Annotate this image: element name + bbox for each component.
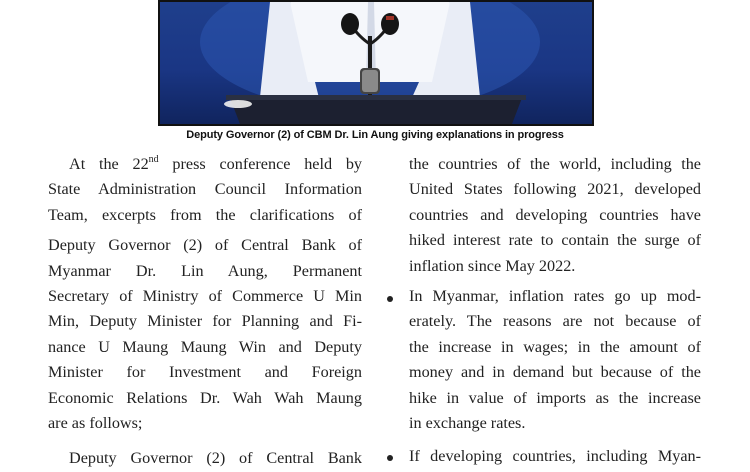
paragraph-line: Myanmar Dr. Lin Aung, Permanent [48,261,362,280]
left-column [48,152,362,472]
paragraph-line: Deputy Governor (2) of Central Bank [69,449,362,468]
bullet-line: in exchange rates. [409,414,526,433]
paragraph-line: Deputy Governor (2) of Central Bank of [48,236,362,255]
bullet-line: money and in demand but because of the [409,363,701,382]
bullet-line: If developing countries, including Myan- [409,447,701,466]
paragraph-line: nance U Maung Maung Win and Deputy [48,337,362,356]
paragraph-line: State Administration Council Information [48,180,362,199]
paragraph-line: hiked interest rate to contain the surge of [409,231,701,250]
speaker-illustration [160,2,592,124]
paragraph-line: Economic Relations Dr. Wah Wah Maung [48,388,362,407]
paragraph-line [48,152,362,177]
right-column [409,152,701,470]
speaker-photo [158,0,594,126]
paragraph-line: Secretary of Ministry of Commerce U Min [48,287,362,306]
paragraph-line: United States following 2021, developed [409,180,701,199]
paragraph-line: are as follows; [48,414,143,433]
bullet-marker [387,296,393,302]
bullet-marker [387,455,393,461]
bullet-line: hike in value of imports as the increase [409,388,701,407]
superscript: nd [148,153,159,165]
paragraph-line: the countries of the world, including the [409,155,701,173]
photo-caption: Deputy Governor (2) of CBM Dr. Lin Aung giving explanations in progress [186,129,564,141]
paragraph-line: Minister for Investment and Foreign [48,363,362,382]
bullet-line: the increase in wages; in the amount of [409,337,701,356]
paragraph-line: countries and developing countries have [409,205,701,224]
text-fragment: press conference held by [158,155,363,173]
paragraph-line: inflation since May 2022. [409,256,576,275]
paragraph-line: Min, Deputy Minister for Planning and Fi- [48,312,362,331]
text-fragment: At the 22 [69,155,149,173]
bullet-line: erately. The reasons are not because of [409,312,701,331]
bullet-line: In Myanmar, inflation rates go up mod- [409,287,701,306]
paragraph-line: Team, excerpts from the clarifications of [48,205,362,224]
